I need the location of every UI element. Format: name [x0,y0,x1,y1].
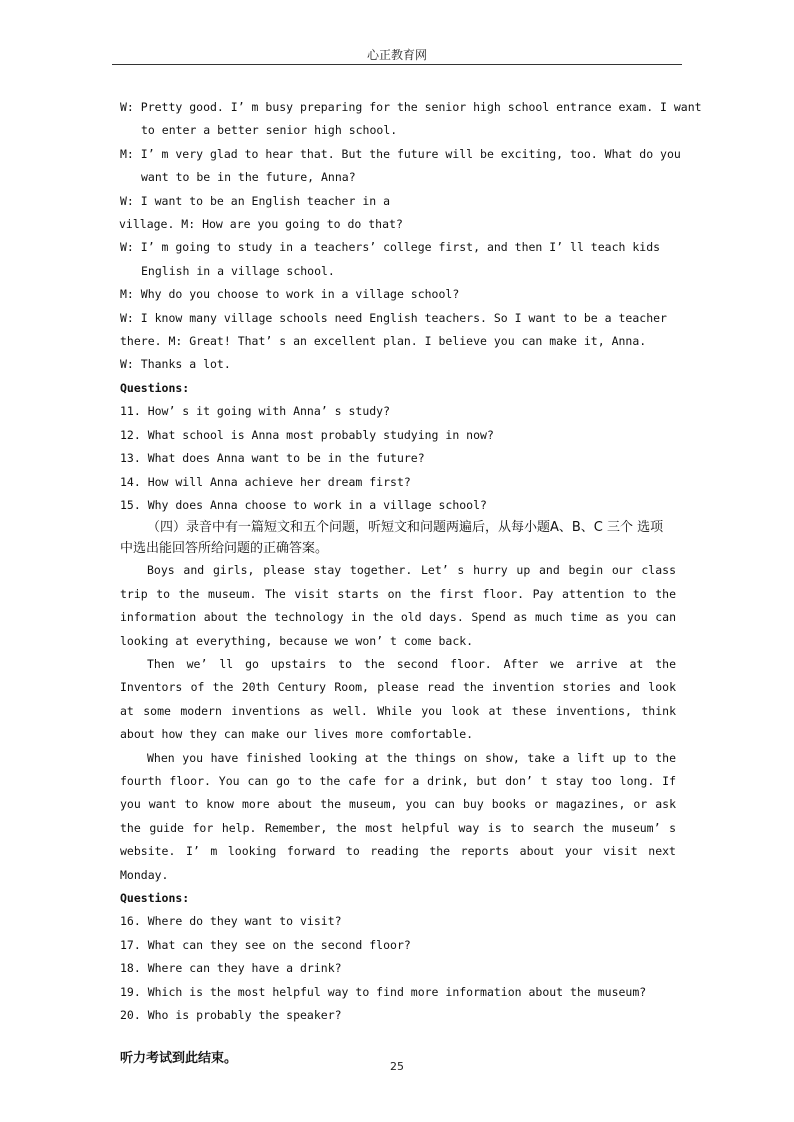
document-body [119,96,702,1071]
passage-paragraph: When you have finished looking at the things on show, take a lift up to the fourth floor. You can go to the cafe for a drink, but don’ t stay too long. If you want to know more about the museum, you can buy books or magazines, or ask the guide for help. Remember, the most helpful way is to search the museum’ s website. I’ m looking forward to reading the reports about your visit next Monday. [120,750,676,882]
passage-paragraph: Boys and girls, please stay together. Let’ s hurry up and begin our class trip to the museum. The visit starts on the first floor. Pay attention to the information about the technology in the old days. Spend as much time as you can looking at everything, because we won’ t come back. [120,563,676,648]
dialog-line: W: Thanks a lot. [120,357,231,372]
passage-paragraph: Then we’ ll go upstairs to the second floor. After we arrive at the Inventors of the 20th Century Room, please read the invention stories and look at some modern inventions as well. While you look at these inventions, think about how they can make our lives more comfortable. [120,656,676,742]
dialog-line: village. M: How are you going to do that? [119,217,403,232]
question-item: 14. How will Anna achieve her dream first? [120,474,411,489]
questions-heading: Questions: [120,891,190,905]
exam-ending-note: 听力考试到此结束。 [120,1051,238,1067]
question-item: 11. How’ s it going with Anna’ s study? [120,404,391,419]
dialog-line: to enter a better senior high school. [141,123,398,138]
question-item: 12. What school is Anna most probably studying in now? [120,427,494,442]
question-item: 15. Why does Anna choose to work in a village school? [120,497,487,512]
dialog-line: English in a village school. [141,263,335,278]
question-item: 13. What does Anna want to be in the future? [120,451,425,466]
dialog-line: M: I’ m very glad to hear that. But the future will be exciting, too. What do you [120,146,681,161]
page-header: 心正教育网 [366,48,427,62]
question-item: 19. Which is the most helpful way to find more information about the museum? [120,984,647,999]
section-instruction: （四）录音中有一篇短文和五个问题，听短文和问题两遍后，从每小题A、B、C 三个 选项中选出能回答所给问题的正确答案。 [120,520,664,557]
question-item: 20. Who is probably the speaker? [120,1008,342,1023]
questions-heading: Questions: [120,380,190,395]
question-item: 17. What can they see on the second floor? [120,937,411,952]
question-item: 18. Where can they have a drink? [120,961,342,976]
dialog-line: W: I’ m going to study in a teachers’ college first, and then I’ ll teach kids [120,240,661,255]
dialog-line: W: I want to be an English teacher in a [120,193,391,208]
page-number: 25 [390,1060,404,1073]
dialog-line: there. M: Great! That’ s an excellent plan. I believe you can make it, Anna. [120,334,647,349]
header-divider [112,64,682,65]
question-item: 16. Where do they want to visit? [120,914,342,929]
dialog-line: W: Pretty good. I’ m busy preparing for the senior high school entrance exam. I want [120,100,702,114]
dialog-line: M: Why do you choose to work in a village school? [120,287,460,302]
dialog-line: W: I know many village schools need English teachers. So I want to be a teacher [120,310,667,325]
dialog-line: want to be in the future, Anna? [141,170,356,185]
